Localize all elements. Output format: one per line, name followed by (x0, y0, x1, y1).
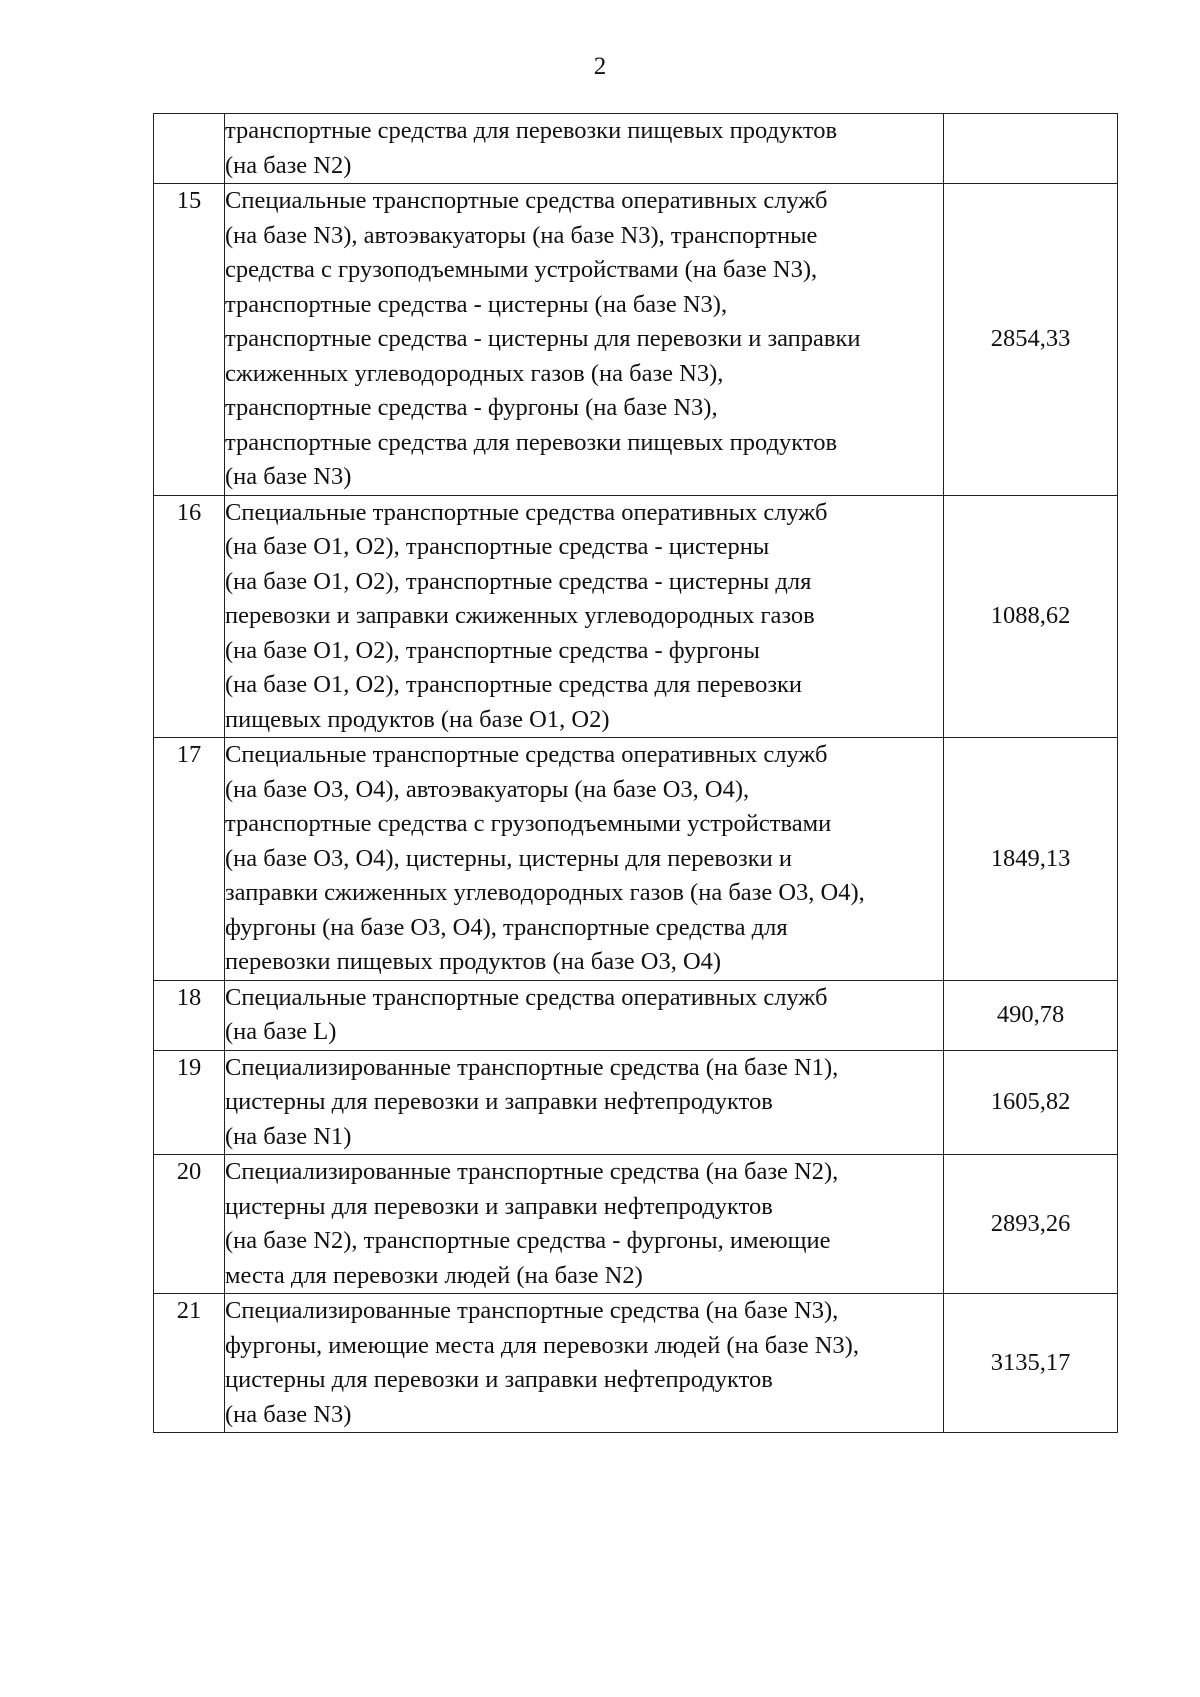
description-line: перевозки и заправки сжиженных углеводородных газов (225, 602, 815, 629)
row-number: 21 (154, 1294, 225, 1433)
description-line: средства с грузоподъемными устройствами (на базе N3), (225, 256, 818, 283)
description-line: (на базе N2), транспортные средства - фургоны, имеющие (225, 1227, 831, 1254)
description-line: перевозки пищевых продуктов (на базе O3, O4) (225, 948, 722, 975)
row-value: 1849,13 (944, 738, 1118, 981)
row-description (225, 1155, 944, 1294)
description-line: цистерны для перевозки и заправки нефтепродуктов (225, 1366, 773, 1393)
row-value: 3135,17 (944, 1294, 1118, 1433)
description-line: места для перевозки людей (на базе N2) (225, 1261, 643, 1289)
table-row (154, 495, 1118, 738)
row-description (225, 738, 944, 981)
row-description (225, 1294, 944, 1433)
description-line: (на базе L) (225, 1018, 337, 1045)
row-value: 1088,62 (944, 495, 1118, 738)
description-line: транспортные средства - цистерны (на базе N3), (225, 290, 728, 318)
description-line: сжиженных углеводородных газов (на базе N3), (225, 359, 724, 387)
rates-table (153, 113, 1118, 1433)
description-line: цистерны для перевозки и заправки нефтепродуктов (225, 1192, 773, 1220)
row-number: 15 (154, 184, 225, 496)
table-row (154, 1294, 1118, 1433)
description-line: Специализированные транспортные средства (на базе N1), (225, 1053, 839, 1081)
row-description (225, 1050, 944, 1155)
description-line: (на базе O1, O2), транспортные средства - фургоны (225, 636, 760, 664)
table-row (154, 1155, 1118, 1294)
description-line: (на базе O1, O2), транспортные средства для перевозки (225, 671, 803, 698)
description-line: Специализированные транспортные средства (на базе N2), (225, 1158, 839, 1185)
table-row (154, 980, 1118, 1050)
row-number: 20 (154, 1155, 225, 1294)
description-line: (на базе O3, O4), цистерны, цистерны для перевозки и (225, 844, 792, 872)
row-number (154, 114, 225, 184)
description-line: пищевых продуктов (на базе O1, O2) (225, 705, 610, 733)
description-line: фургоны (на базе O3, O4), транспортные средства для (225, 913, 788, 941)
row-value (944, 114, 1118, 184)
row-value: 2893,26 (944, 1155, 1118, 1294)
description-line: транспортные средства - цистерны для перевозки и заправки (225, 325, 861, 352)
description-line: (на базе N2) (225, 151, 352, 179)
description-line: Специализированные транспортные средства (на базе N3), (225, 1297, 839, 1324)
row-value: 2854,33 (944, 184, 1118, 496)
description-line: (на базе N3) (225, 463, 352, 490)
description-line: (на базе N3) (225, 1400, 352, 1428)
description-line: фургоны, имеющие места для перевозки людей (на базе N3), (225, 1331, 859, 1359)
description-line: (на базе O3, O4), автоэвакуаторы (на базе O3, O4), (225, 775, 750, 803)
row-number: 18 (154, 980, 225, 1050)
description-line: Специальные транспортные средства оперативных служб (225, 983, 828, 1011)
description-line: транспортные средства для перевозки пищевых продуктов (225, 428, 838, 456)
row-description (225, 980, 944, 1050)
description-line: (на базе O1, O2), транспортные средства - цистерны (225, 533, 770, 560)
table-row (154, 184, 1118, 496)
row-number: 17 (154, 738, 225, 981)
table-row (154, 114, 1118, 184)
rates-table-body (154, 114, 1118, 1433)
row-description (225, 114, 944, 184)
description-line: Специальные транспортные средства оперативных служб (225, 741, 828, 768)
description-line: (на базе N1) (225, 1122, 352, 1150)
description-line: Специальные транспортные средства оперативных служб (225, 498, 828, 526)
row-value: 490,78 (944, 980, 1118, 1050)
description-line: (на базе N3), автоэвакуаторы (на базе N3), транспортные (225, 221, 818, 249)
table-row (154, 738, 1118, 981)
row-value: 1605,82 (944, 1050, 1118, 1155)
table-row (154, 1050, 1118, 1155)
description-line: заправки сжиженных углеводородных газов (на базе O3, O4), (225, 879, 865, 906)
description-line: Специальные транспортные средства оперативных служб (225, 187, 828, 214)
row-description (225, 495, 944, 738)
page-number: 2 (593, 53, 607, 80)
description-line: (на базе O1, O2), транспортные средства - цистерны для (225, 567, 812, 595)
row-description (225, 184, 944, 496)
description-line: транспортные средства - фургоны (на базе N3), (225, 394, 718, 421)
description-line: транспортные средства для перевозки пищевых продуктов (225, 117, 838, 144)
row-number: 19 (154, 1050, 225, 1155)
row-number: 16 (154, 495, 225, 738)
description-line: транспортные средства с грузоподъемными устройствами (225, 810, 832, 837)
description-line: цистерны для перевозки и заправки нефтепродуктов (225, 1088, 773, 1115)
